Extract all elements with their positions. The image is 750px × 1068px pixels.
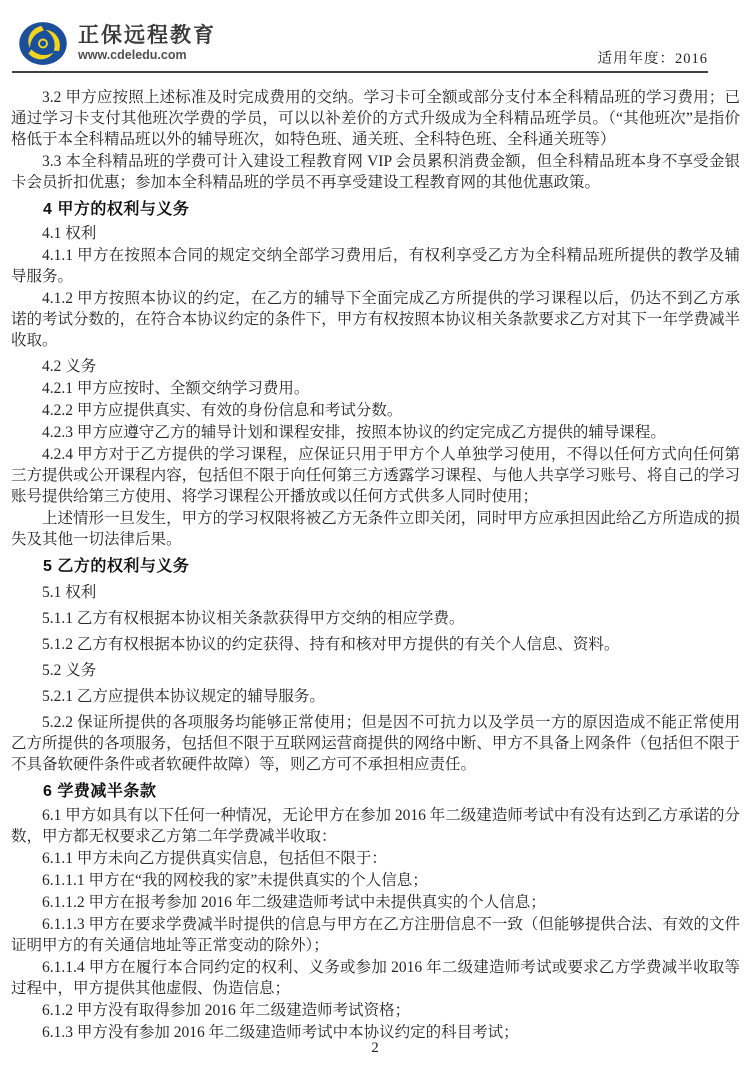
paragraph: 6.1.2 甲方没有取得参加 2016 年二级建造师考试资格； bbox=[42, 1002, 411, 1019]
section-heading: 6 学费减半条款 bbox=[43, 783, 157, 800]
paragraph: 3.3 本全科精品班的学费可计入建设工程教育网 VIP 会员累积消费金额，但全科精品班本身不享受金银卡会员折扣优惠；参加本全科精品班的学员不再享受建设工程教育网的其他优惠政策。 bbox=[11, 153, 740, 191]
paragraph: 4.1 权利 bbox=[42, 225, 97, 242]
document-header bbox=[0, 0, 750, 84]
page-number: 2 bbox=[371, 1040, 379, 1056]
brand-url: www.cdeledu.com bbox=[78, 48, 187, 62]
paragraph: 6.1.1.4 甲方在履行本合同约定的权利、义务或参加 2016 年二级建造师考试或要求乙方学费减半收取等过程中，甲方提供其他虚假、伪造信息； bbox=[11, 959, 740, 997]
paragraph: 4.2.2 甲方应提供真实、有效的身份信息和考试分数。 bbox=[42, 402, 403, 419]
paragraph: 4.1.1 甲方在按照本合同的规定交纳全部学习费用后，有权利享受乙方为全科精品班所提供的教学及辅导服务。 bbox=[11, 247, 740, 285]
paragraph: 6.1.3 甲方没有参加 2016 年二级建造师考试中本协议约定的科目考试； bbox=[42, 1024, 519, 1041]
paragraph: 5.2.1 乙方应提供本协议规定的辅导服务。 bbox=[42, 688, 325, 705]
brand-logo bbox=[16, 19, 216, 68]
paragraph: 5.1.2 乙方有权根据本协议的约定获得、持有和核对甲方提供的有关个人信息、资料。 bbox=[42, 636, 620, 653]
paragraph: 6.1.1.2 甲方在报考参加 2016 年二级建造师考试中未提供真实的个人信息； bbox=[42, 894, 546, 911]
paragraph: 5.2.2 保证所提供的各项服务均能够正常使用；但是因不可抗力以及学员一方的原因造成不能正常使用乙方所提供的各项服务，包括但不限于互联网运营商提供的网络中断、甲方不具备上网条件（包括但不限于不具备软硬件条件或者软硬件故障）等，则乙方可不承担相应责任。 bbox=[11, 714, 740, 773]
section-heading: 5 乙方的权利与义务 bbox=[43, 558, 190, 575]
paragraph: 6.1.1.3 甲方在要求学费减半时提供的信息与甲方在乙方注册信息不一致（但能够提供合法、有效的文件证明甲方的有关通信地址等正常变动的除外）； bbox=[11, 916, 740, 954]
section-heading: 4 甲方的权利与义务 bbox=[43, 201, 190, 218]
paragraph: 上述情形一旦发生，甲方的学习权限将被乙方无条件立即关闭，同时甲方应承担因此给乙方所造成的损失及其他一切法律后果。 bbox=[11, 510, 740, 548]
paragraph: 6.1.1.1 甲方在“我的网校我的家”未提供真实的个人信息； bbox=[42, 872, 428, 889]
paragraph: 4.2.3 甲方应遵守乙方的辅导计划和课程安排，按照本协议的约定完成乙方提供的辅导课程。 bbox=[42, 424, 666, 441]
header-divider bbox=[12, 71, 708, 73]
paragraph: 5.1.1 乙方有权根据本协议相关条款获得甲方交纳的相应学费。 bbox=[42, 610, 465, 627]
paragraph: 6.1 甲方如具有以下任何一种情况，无论甲方在参加 2016 年二级建造师考试中有没有达到乙方承诺的分数，甲方都无权要求乙方第二年学费减半收取： bbox=[11, 807, 740, 845]
paragraph: 3.2 甲方应按照上述标准及时完成费用的交纳。学习卡可全额或部分支付本全科精品班的学习费用；已通过学习卡支付其他班次学费的学员，可以以补差价的方式升级成为全科精品班学员。（“其他班次”是指价格低于本全科精品班以外的辅导班次，如特色班、通关班、全科特色班、全科通关班等） bbox=[11, 89, 740, 148]
paragraph: 4.1.2 甲方按照本协议的约定，在乙方的辅导下全面完成乙方所提供的学习课程以后，仍达不到乙方承诺的考试分数的，在符合本协议约定的条件下，甲方有权按照本协议相关条款要求乙方对其下一年学费减半收取。 bbox=[11, 290, 740, 349]
applicable-year-label: 适用年度：2016 bbox=[597, 51, 708, 67]
brand-text-block bbox=[78, 24, 216, 63]
brand-name: 正保远程教育 bbox=[78, 24, 216, 47]
document-body bbox=[11, 86, 740, 1043]
paragraph: 6.1.1 甲方未向乙方提供真实信息，包括但不限于： bbox=[42, 850, 387, 867]
swirl-globe-icon bbox=[16, 19, 70, 68]
paragraph: 4.2 义务 bbox=[42, 358, 97, 375]
paragraph: 5.1 权利 bbox=[42, 584, 97, 601]
paragraph: 4.2.1 甲方应按时、全额交纳学习费用。 bbox=[42, 380, 310, 397]
paragraph: 5.2 义务 bbox=[42, 662, 97, 679]
paragraph: 4.2.4 甲方对于乙方提供的学习课程，应保证只用于甲方个人单独学习使用，不得以任何方式向任何第三方提供或公开课程内容，包括但不限于向任何第三方透露学习课程、与他人共享学习账号、将自己的学习账号提供给第三方使用、将学习课程公开播放或以任何方式供多人同时使用； bbox=[11, 446, 740, 505]
